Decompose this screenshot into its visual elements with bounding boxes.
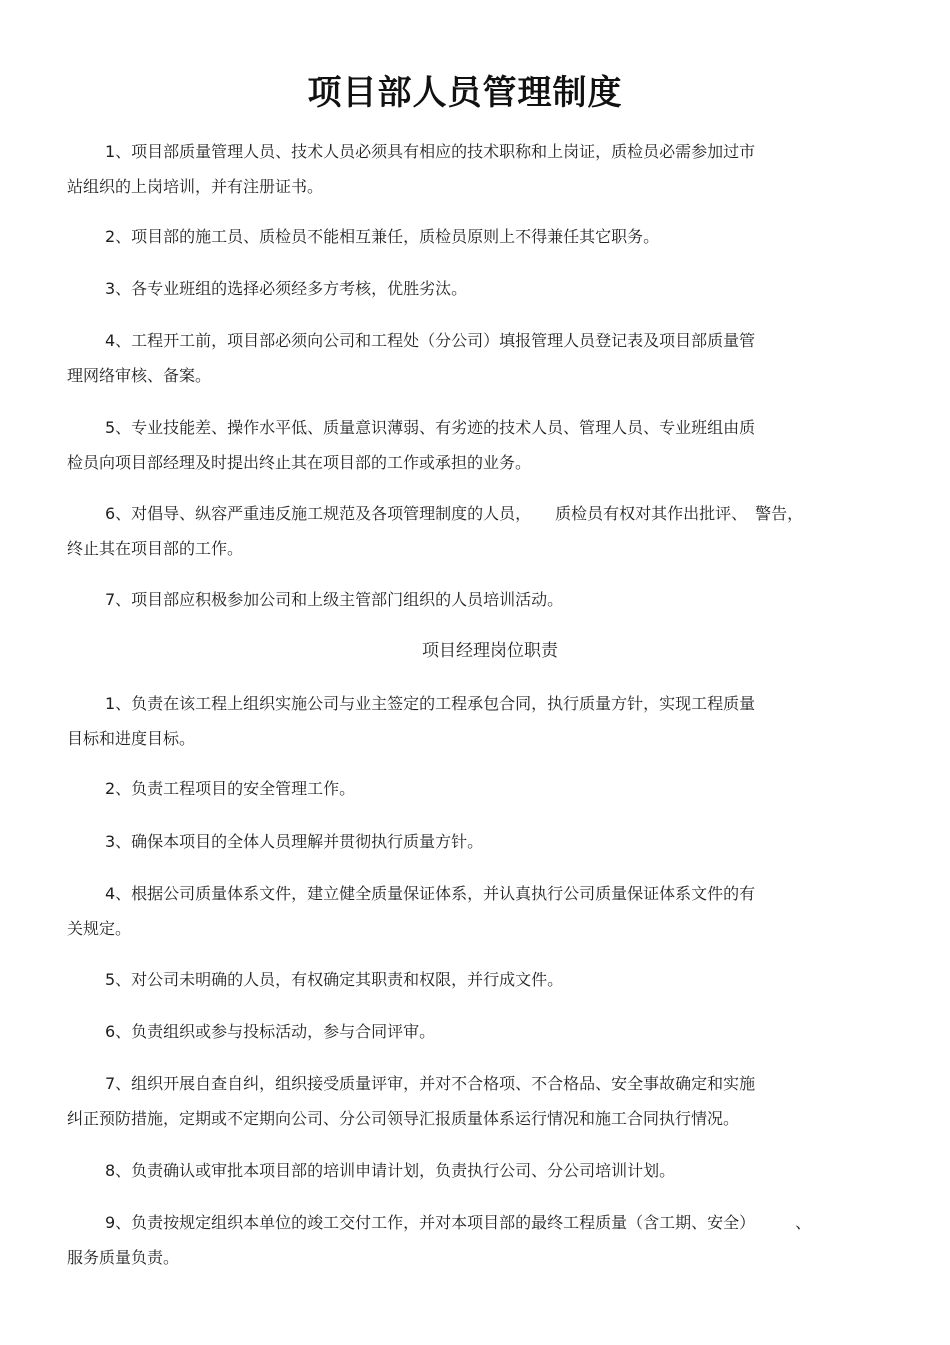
rule-item-6 — [67, 496, 803, 566]
duty-item-1-line-2: 目标和进度目标。 — [67, 729, 196, 748]
rule-item-3-line-1: 3、各专业班组的选择必须经多方考核，优胜劣汰。 — [105, 279, 468, 298]
duty-item-3 — [67, 824, 483, 859]
duty-item-3-line-1: 3、确保本项目的全体人员理解并贯彻执行质量方针。 — [105, 832, 484, 851]
rule-item-6-line-1: 6、对倡导、纵容严重违反施工规范及各项管理制度的人员， 质检员有权对其作出批评、 警告， — [105, 504, 804, 523]
duty-item-4-line-2: 关规定。 — [67, 919, 132, 938]
rule-item-3 — [67, 271, 467, 306]
rule-item-1 — [67, 134, 755, 204]
rule-item-6-line-2: 终止其在项目部的工作。 — [67, 539, 244, 558]
rule-item-2 — [67, 219, 659, 254]
duty-item-8 — [67, 1153, 675, 1188]
duty-item-9-line-1: 9、负责按规定组织本单位的竣工交付工作，并对本项目部的最终工程质量（含工期、安全） 、 — [105, 1213, 812, 1232]
rule-item-2-line-1: 2、项目部的施工员、质检员不能相互兼任，质检员原则上不得兼任其它职务。 — [105, 227, 660, 246]
duty-item-2 — [67, 771, 355, 806]
duty-item-7-line-2: 纠正预防措施，定期或不定期向公司、分公司领导汇报质量体系运行情况和施工合同执行情况。 — [67, 1109, 740, 1128]
rule-item-5 — [67, 410, 755, 480]
rule-item-7 — [67, 582, 563, 617]
rule-item-7-line-1: 7、项目部应积极参加公司和上级主管部门组织的人员培训活动。 — [105, 590, 564, 609]
duty-item-8-line-1: 8、负责确认或审批本项目部的培训申请计划，负责执行公司、分公司培训计划。 — [105, 1161, 676, 1180]
duty-item-7-line-1: 7、组织开展自查自纠，组织接受质量评审，并对不合格项、不合格品、安全事故确定和实施 — [105, 1074, 756, 1093]
rule-item-5-line-2: 检员向项目部经理及时提出终止其在项目部的工作或承担的业务。 — [67, 453, 532, 472]
duty-item-5-line-1: 5、对公司未明确的人员，有权确定其职责和权限，并行成文件。 — [105, 970, 564, 989]
duty-item-4 — [67, 876, 755, 946]
duty-item-1-line-1: 1、负责在该工程上组织实施公司与业主签定的工程承包合同，执行质量方针，实现工程质量 — [105, 694, 756, 713]
duty-item-6-line-1: 6、负责组织或参与投标活动，参与合同评审。 — [105, 1022, 436, 1041]
rule-item-4-line-2: 理网络审核、备案。 — [67, 366, 212, 385]
duty-item-9-line-2: 服务质量负责。 — [67, 1248, 180, 1267]
rule-item-4-line-1: 4、工程开工前，项目部必须向公司和工程处（分公司）填报管理人员登记表及项目部质量管 — [105, 331, 756, 350]
duty-item-7 — [67, 1066, 755, 1136]
duty-item-4-line-1: 4、根据公司质量体系文件，建立健全质量保证体系，并认真执行公司质量保证体系文件的有 — [105, 884, 756, 903]
duty-item-9 — [67, 1205, 811, 1275]
duty-item-2-line-1: 2、负责工程项目的安全管理工作。 — [105, 779, 356, 798]
document-title: 项目部人员管理制度 — [307, 73, 623, 113]
rule-item-1-line-1: 1、项目部质量管理人员、技术人员必须具有相应的技术职称和上岗证，质检员必需参加过市 — [105, 142, 756, 161]
duty-item-1 — [67, 686, 755, 756]
duty-item-6 — [67, 1014, 435, 1049]
rule-item-1-line-2: 站组织的上岗培训，并有注册证书。 — [67, 177, 324, 196]
duty-item-5 — [67, 962, 563, 997]
rule-item-5-line-1: 5、专业技能差、操作水平低、质量意识薄弱、有劣迹的技术人员、管理人员、专业班组由质 — [105, 418, 756, 437]
section-heading: 项目经理岗位职责 — [422, 641, 558, 661]
rule-item-4 — [67, 323, 755, 393]
